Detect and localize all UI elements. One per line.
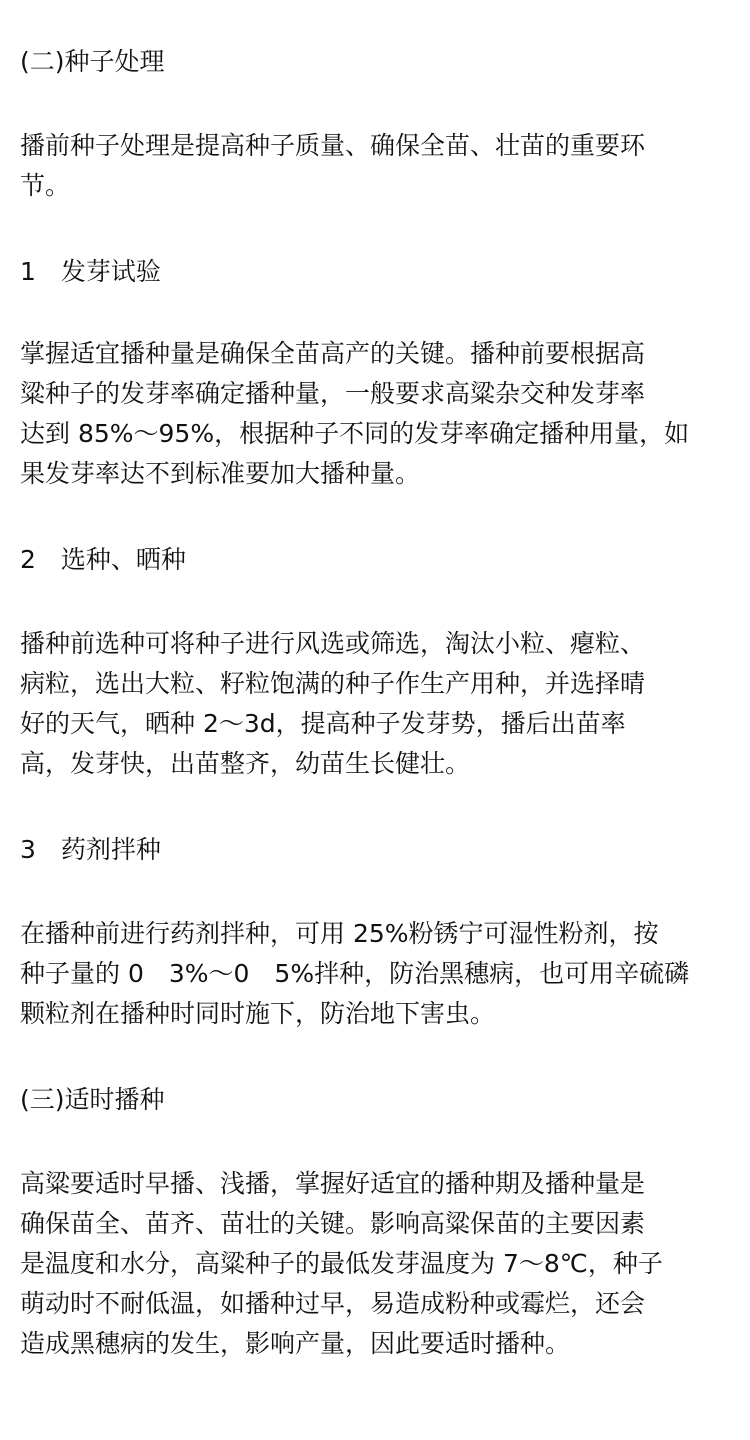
heading-seed-dressing: 3 药剂拌种 xyxy=(20,835,161,864)
heading-germination-test: 1 发芽试验 xyxy=(20,257,161,286)
heading-seed-selection-drying: 2 选种、晒种 xyxy=(20,545,186,574)
heading-timely-sowing: (三)适时播种 xyxy=(20,1085,165,1114)
paragraph-seed-selection-drying: 播种前选种可将种子进行风选或筛选，淘汰小粒、瘪粒、 病粒，选出大粒、籽粒饱满的种子作生产用种，并选择晴 好的天气，晒种 2～3d，提高种子发芽势，播后出苗率 高，发芽快，出苗整齐，幼苗生长健壮。 xyxy=(20,629,646,778)
paragraph-germination-test: 掌握适宜播种量是确保全苗高产的关键。播种前要根据高 粱种子的发芽率确定播种量，一般要求高粱杂交种发芽率 达到 85%～95%，根据种子不同的发芽率确定播种用量，如 果发芽率达不到标准要加大播种量。 xyxy=(20,339,690,488)
paragraph-timely-sowing: 高粱要适时早播、浅播，掌握好适宜的播种期及播种量是 确保苗全、苗齐、苗壮的关键。影响高粱保苗的主要因素 是温度和水分，高粱种子的最低发芽温度为 7～8℃，种子 萌动时不耐低温，如播种过早，易造成粉种或霉烂，还会 造成黑穗病的发生，影响产量，因此要适时播种。 xyxy=(20,1169,663,1358)
heading-seed-treatment: (二)种子处理 xyxy=(20,47,165,76)
paragraph-seed-treatment-intro: 播前种子处理是提高种子质量、确保全苗、壮苗的重要环 节。 xyxy=(20,131,646,200)
paragraph-seed-dressing: 在播种前进行药剂拌种，可用 25%粉锈宁可湿性粉剂，按 种子量的 0 3%～0 5%拌种，防治黑穗病，也可用辛硫磷 颗粒剂在播种时同时施下，防治地下害虫。 xyxy=(20,919,690,1028)
